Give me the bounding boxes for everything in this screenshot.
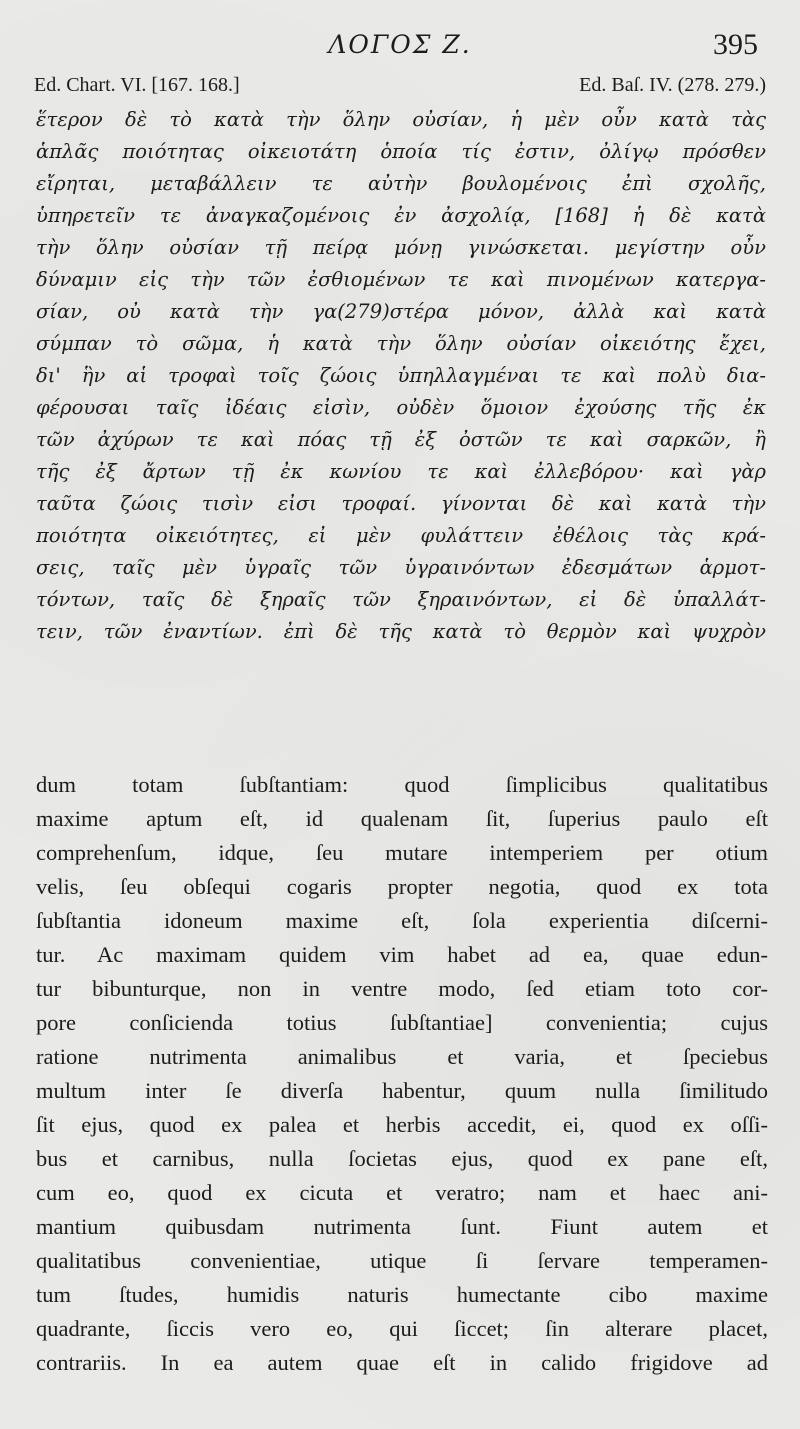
latin-line: ſubſtantia idoneum maxime eſt, ſola experientia diſcerni- — [36, 908, 768, 933]
latin-line: contrariis. In ea autem quae eſt in calido frigidove ad — [36, 1350, 768, 1375]
latin-line: velis, ſeu obſequi cogaris propter negotia, quod ex tota — [36, 874, 768, 899]
edition-reference-right: Ed. Baſ. IV. (278. 279.) — [579, 74, 766, 96]
greek-line: τόντων, ταῖς δὲ ξηραῖς τῶν ξηραινόντων, εἰ δὲ ὑπαλλάτ- — [36, 588, 766, 611]
latin-line: quadrante, ſiccis vero eo, qui ſiccet; ſin alterare placet, — [36, 1316, 768, 1341]
edition-reference-line — [34, 74, 766, 97]
greek-line: ὑπηρετεῖν τε ἀναγκαζομένοις ἐν ἀσχολίᾳ, [168] ἡ δὲ κατὰ — [36, 204, 766, 227]
greek-line: ταῦτα ζώοις τισὶν εἰσι τροφαί. γίνονται δὲ καὶ κατὰ τὴν — [36, 492, 766, 515]
greek-line: τειν, τῶν ἐναντίων. ἐπὶ δὲ τῆς κατὰ τὸ θερμὸν καὶ ψυχρὸν — [36, 620, 766, 643]
latin-line: multum inter ſe diverſa habentur, quum nulla ſimilitudo — [36, 1078, 768, 1103]
greek-line: σύμπαν τὸ σῶμα, ἡ κατὰ τὴν ὅλην οὐσίαν οἰκειότης ἔχει, — [36, 332, 766, 355]
greek-text-block — [36, 104, 766, 648]
greek-line: σεις, ταῖς μὲν ὑγραῖς τῶν ὑγραινόντων ἐδεσμάτων ἁρμοτ- — [36, 556, 766, 579]
latin-line: tur. Ac maximam quidem vim habet ad ea, quae edun- — [36, 942, 768, 967]
latin-line: mantium quibusdam nutrimenta ſunt. Fiunt autem et — [36, 1214, 768, 1239]
latin-line: bus et carnibus, nulla ſocietas ejus, quod ex pane eſt, — [36, 1146, 768, 1171]
greek-line: σίαν, οὐ κατὰ τὴν γα(279)στέρα μόνον, ἀλλὰ καὶ κατὰ — [36, 300, 766, 323]
latin-text-block — [36, 768, 768, 1380]
latin-line: pore conſicienda totius ſubſtantiae] convenientia; cujus — [36, 1010, 768, 1035]
latin-line: tum ſtudes, humidis naturis humectante cibo maxime — [36, 1282, 768, 1307]
latin-line: qualitatibus convenientiae, utique ſi ſervare temperamen- — [36, 1248, 768, 1273]
greek-line: δύναμιν εἰς τὴν τῶν ἐσθιομένων τε καὶ πινομένων κατεργα- — [36, 268, 766, 291]
greek-line: φέρουσαι ταῖς ἰδέαις εἰσὶν, οὐδὲν ὅμοιον ἐχούσης τῆς ἐκ — [36, 396, 766, 419]
latin-line: dum totam ſubſtantiam: quod ſimplicibus qualitatibus — [36, 772, 768, 797]
greek-line: δι' ἣν αἱ τροφαὶ τοῖς ζώοις ὑπηλλαγμέναι τε καὶ πολὺ δια- — [36, 364, 766, 387]
latin-line: ratione nutrimenta animalibus et varia, et ſpeciebus — [36, 1044, 768, 1069]
greek-line: τὴν ὅλην οὐσίαν τῇ πείρᾳ μόνῃ γινώσκεται. μεγίστην οὖν — [36, 236, 766, 259]
greek-line: ἕτερον δὲ τὸ κατὰ τὴν ὅλην οὐσίαν, ἡ μὲν οὖν κατὰ τὰς — [36, 108, 766, 131]
running-title: ΛΟΓΟΣ Ζ. — [328, 30, 472, 59]
greek-line: τῆς ἐξ ἄρτων τῇ ἐκ κωνίου τε καὶ ἐλλεβόρου· καὶ γὰρ — [36, 460, 766, 483]
greek-line: εἴρηται, μεταβάλλειν τε αὐτὴν βουλομένοις ἐπὶ σχολῆς, — [36, 172, 766, 195]
latin-line: cum eo, quod ex cicuta et veratro; nam et haec ani- — [36, 1180, 768, 1205]
greek-line: τῶν ἀχύρων τε καὶ πόας τῇ ἐξ ὀστῶν τε καὶ σαρκῶν, ἢ — [36, 428, 766, 451]
latin-line: ſit ejus, quod ex palea et herbis accedit, ei, quod ex oſſi- — [36, 1112, 768, 1137]
page-number: 395 — [713, 28, 758, 61]
edition-reference-left: Ed. Chart. VI. [167. 168.] — [34, 74, 240, 96]
greek-line: ποιότητα οἰκειότητες, εἰ μὲν φυλάττειν ἐθέλοις τὰς κρά- — [36, 524, 766, 547]
greek-line: ἁπλᾶς ποιότητας οἰκειοτάτη ὁποία τίς ἐστιν, ὀλίγῳ πρόσθεν — [36, 140, 766, 163]
latin-line: tur bibunturque, non in ventre modo, ſed etiam toto cor- — [36, 976, 768, 1001]
latin-line: comprehenſum, idque, ſeu mutare intemperiem per otium — [36, 840, 768, 865]
latin-line: maxime aptum eſt, id qualenam ſit, ſuperius paulo eſt — [36, 806, 768, 831]
